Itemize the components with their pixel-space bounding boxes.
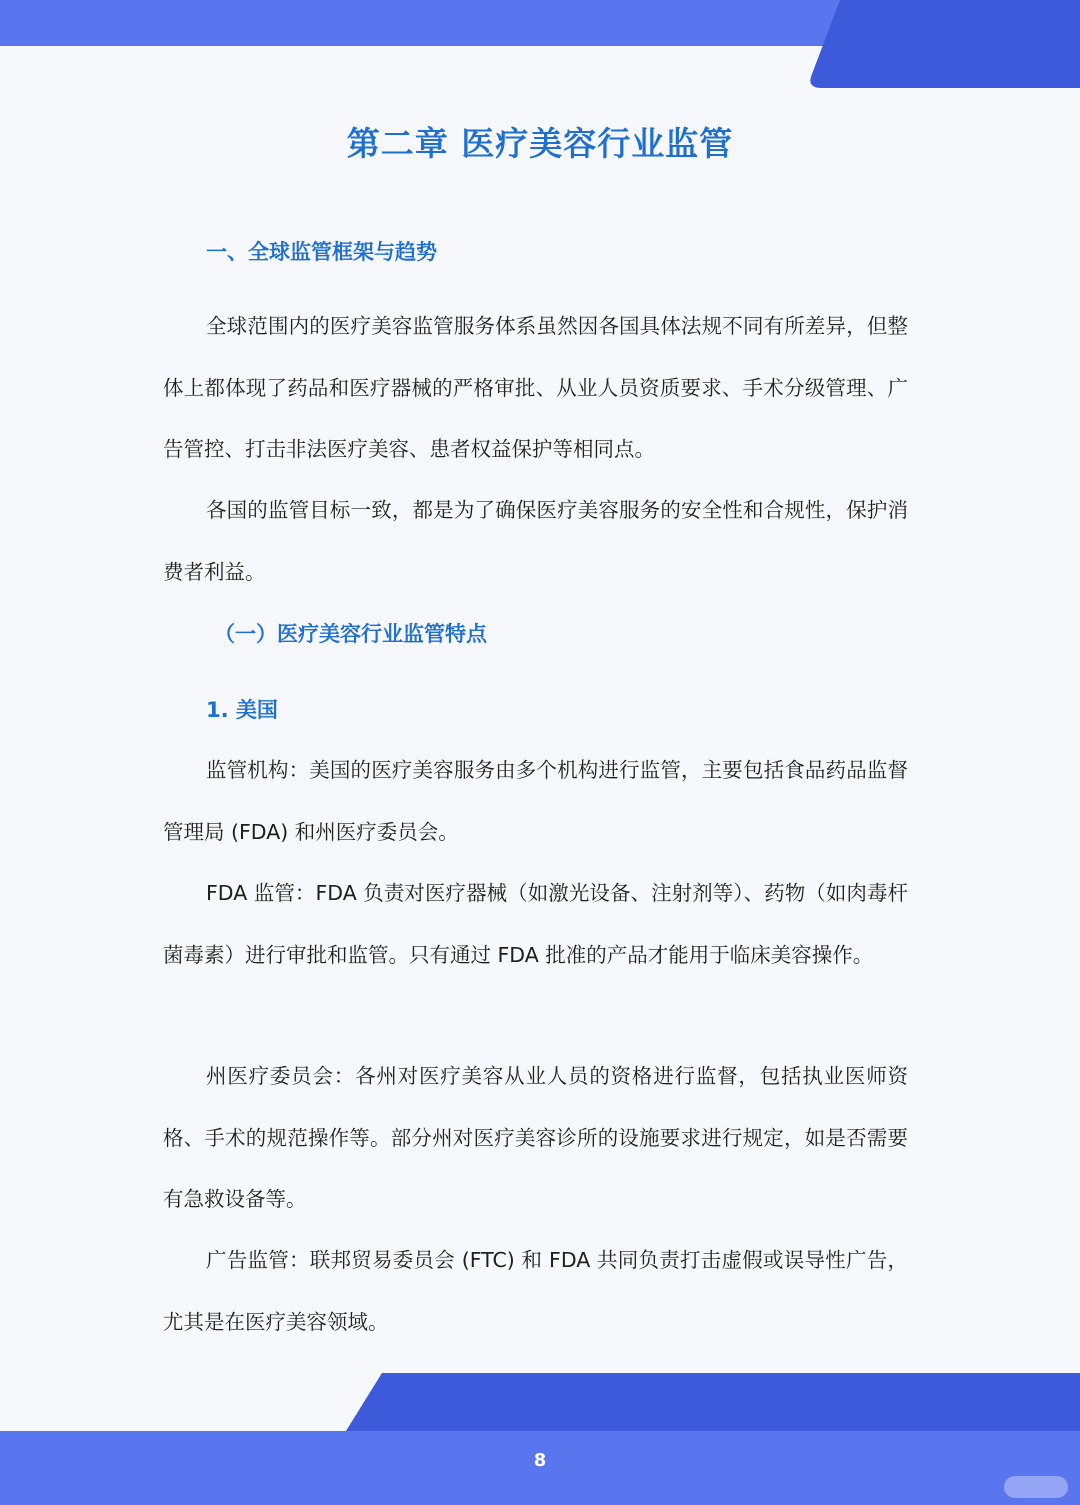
paragraph-intro-1: 全球范围内的医疗美容监管服务体系虽然因各国具体法规不同有所差异，但整体上都体现了药品和医疗器械的严格审批、从业人员资质要求、手术分级管理、广告管控、打击非法医疗美容、患者权益保护等相同点。 xyxy=(163,314,908,461)
subsection-heading: （一）医疗美容行业监管特点 xyxy=(214,622,487,646)
country-heading-us: 1. 美国 xyxy=(206,698,278,722)
paragraph-us-regulators: 监管机构：美国的医疗美容服务由多个机构进行监管，主要包括食品药品监督管理局 (FDA) 和州医疗委员会。 xyxy=(163,758,908,844)
watermark-badge xyxy=(1004,1476,1068,1498)
paragraph-intro-2: 各国的监管目标一致，都是为了确保医疗美容服务的安全性和合规性，保护消费者利益。 xyxy=(163,498,908,584)
paragraph-us-state-boards: 州医疗委员会：各州对医疗美容从业人员的资格进行监督，包括执业医师资格、手术的规范操作等。部分州对医疗美容诊所的设施要求进行规定，如是否需要有急救设备等。 xyxy=(163,1064,908,1211)
page-number: 8 xyxy=(533,1450,547,1471)
paragraph-us-fda: FDA 监管：FDA 负责对医疗器械（如激光设备、注射剂等）、药物（如肉毒杆菌毒素）进行审批和监管。只有通过 FDA 批准的产品才能用于临床美容操作。 xyxy=(163,881,908,967)
chapter-title: 第二章 医疗美容行业监管 xyxy=(346,124,734,163)
section-heading: 一、全球监管框架与趋势 xyxy=(206,240,437,264)
paragraph-us-advertising: 广告监管：联邦贸易委员会 (FTC) 和 FDA 共同负责打击虚假或误导性广告，尤其是在医疗美容领域。 xyxy=(163,1248,908,1334)
